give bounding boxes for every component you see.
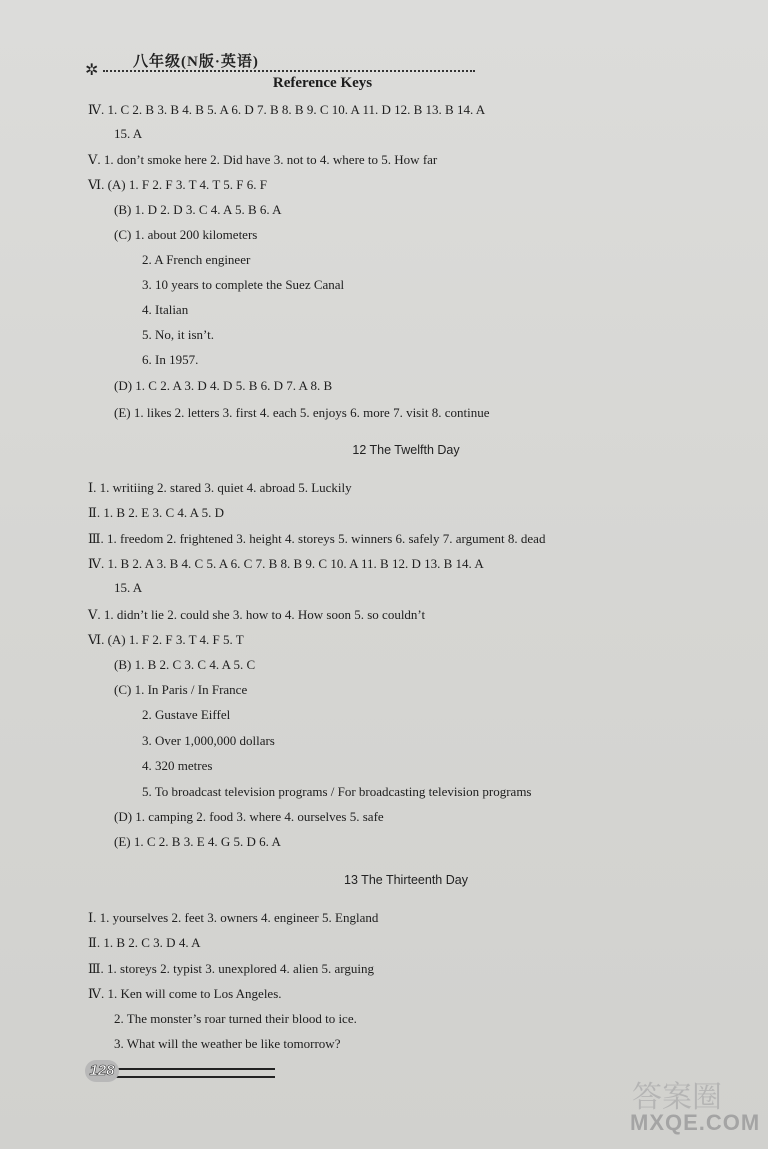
header-text: 八年级(N版·英语) (133, 54, 259, 70)
answer-line: (B) 1. D 2. D 3. C 4. A 5. B 6. A (114, 202, 282, 217)
page-number: 128 (85, 1060, 119, 1082)
answer-line: Ⅰ. 1. writiing 2. stared 3. quiet 4. abroad 5. Luckily (88, 480, 352, 495)
answer-line: (D) 1. camping 2. food 3. where 4. ourselves 5. safe (114, 809, 384, 824)
answer-line: 3. Over 1,000,000 dollars (142, 733, 275, 748)
answer-line: 6. In 1957. (142, 352, 199, 367)
page-title: Reference Keys (272, 75, 373, 91)
answer-line: Ⅲ. 1. storeys 2. typist 3. unexplored 4. alien 5. arguing (88, 961, 374, 976)
answer-line: 2. The monster’s roar turned their blood to ice. (114, 1011, 357, 1026)
answer-line: 4. Italian (142, 302, 189, 317)
answer-line: Ⅴ. 1. didn’t lie 2. could she 3. how to 4. How soon 5. so couldn’t (88, 607, 426, 622)
answer-line: 2. Gustave Eiffel (142, 707, 231, 722)
section-heading: 13 The Thirteenth Day (344, 873, 468, 887)
answer-line: 2. A French engineer (142, 252, 251, 267)
answer-line: Ⅳ. 1. Ken will come to Los Angeles. (88, 986, 282, 1001)
section-heading: 12 The Twelfth Day (352, 443, 460, 457)
watermark-site: MXQE.COM (630, 1110, 761, 1135)
answer-line: Ⅳ. 1. C 2. B 3. B 4. B 5. A 6. D 7. B 8. B 9. C 10. A 11. D 12. B 13. B 14. A (88, 102, 486, 117)
answer-line: 5. To broadcast television programs / For broadcasting television programs (142, 784, 532, 799)
answer-line: Ⅴ. 1. don’t smoke here 2. Did have 3. not to 4. where to 5. How far (88, 152, 438, 167)
answer-line: 3. 10 years to complete the Suez Canal (142, 277, 345, 292)
answer-line: Ⅱ. 1. B 2. E 3. C 4. A 5. D (88, 505, 224, 520)
answer-line: 5. No, it isn’t. (142, 327, 214, 342)
page-header (85, 48, 475, 78)
answer-line: (C) 1. about 200 kilometers (114, 227, 258, 242)
answer-line: (D) 1. C 2. A 3. D 4. D 5. B 6. D 7. A 8. B (114, 378, 333, 393)
page-footer (85, 1060, 275, 1084)
watermark-logo: 答案圈 (632, 1080, 722, 1115)
answer-line: 3. What will the weather be like tomorrow? (114, 1036, 341, 1051)
flower-ornament-icon: ✲ (85, 62, 99, 79)
answer-line: 15. A (114, 126, 143, 141)
answer-line: (E) 1. likes 2. letters 3. first 4. each 5. enjoys 6. more 7. visit 8. continue (114, 405, 490, 420)
header-dotted-rule (103, 70, 475, 72)
answer-line: (B) 1. B 2. C 3. C 4. A 5. C (114, 657, 256, 672)
answer-line: Ⅱ. 1. B 2. C 3. D 4. A (88, 935, 201, 950)
answer-line: Ⅰ. 1. yourselves 2. feet 3. owners 4. engineer 5. England (88, 910, 379, 925)
footer-rule (115, 1068, 275, 1078)
answer-line: Ⅵ. (A) 1. F 2. F 3. T 4. F 5. T (88, 632, 244, 647)
answer-line: (C) 1. In Paris / In France (114, 682, 248, 697)
answer-line: Ⅲ. 1. freedom 2. frightened 3. height 4. storeys 5. winners 6. safely 7. argument 8. dead (88, 531, 546, 546)
answer-line: (E) 1. C 2. B 3. E 4. G 5. D 6. A (114, 834, 281, 849)
answer-line: 15. A (114, 580, 143, 595)
answer-line: Ⅳ. 1. B 2. A 3. B 4. C 5. A 6. C 7. B 8. B 9. C 10. A 11. B 12. D 13. B 14. A (88, 556, 484, 571)
answer-line: Ⅵ. (A) 1. F 2. F 3. T 4. T 5. F 6. F (88, 177, 267, 192)
answer-line: 4. 320 metres (142, 758, 213, 773)
